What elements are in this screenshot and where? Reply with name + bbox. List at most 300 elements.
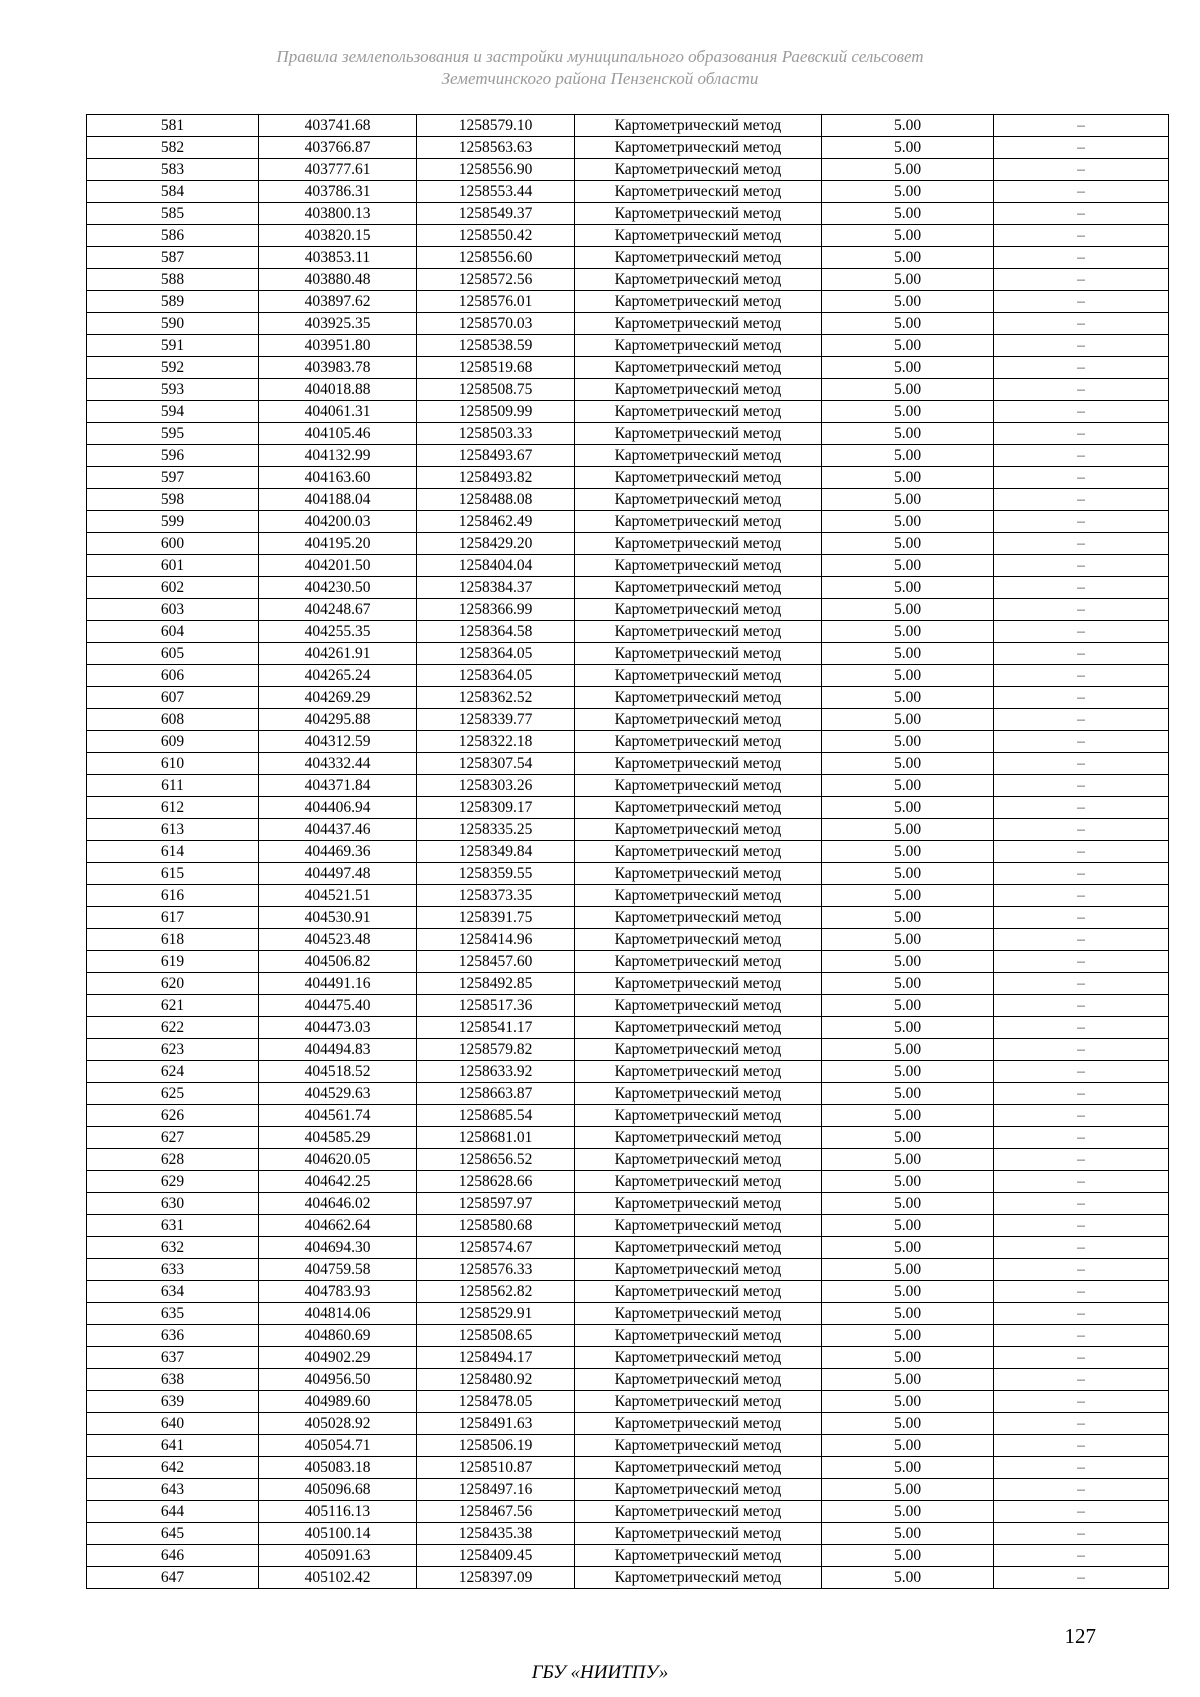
point-number-cell: 593	[87, 379, 259, 401]
point-number-cell: 631	[87, 1215, 259, 1237]
table-row	[87, 1127, 1169, 1149]
y-coordinate-cell: 1258493.67	[417, 445, 575, 467]
method-cell: Картометрический метод	[575, 731, 822, 753]
table-row	[87, 445, 1169, 467]
point-number-cell: 621	[87, 995, 259, 1017]
y-coordinate-cell: 1258488.08	[417, 489, 575, 511]
note-cell: –	[994, 1061, 1169, 1083]
point-number-cell: 625	[87, 1083, 259, 1105]
x-coordinate-cell: 404248.67	[259, 599, 417, 621]
x-coordinate-cell: 405116.13	[259, 1501, 417, 1523]
accuracy-cell: 5.00	[822, 137, 994, 159]
accuracy-cell: 5.00	[822, 291, 994, 313]
method-cell: Картометрический метод	[575, 819, 822, 841]
method-cell: Картометрический метод	[575, 709, 822, 731]
accuracy-cell: 5.00	[822, 885, 994, 907]
y-coordinate-cell: 1258570.03	[417, 313, 575, 335]
x-coordinate-cell: 404437.46	[259, 819, 417, 841]
point-number-cell: 630	[87, 1193, 259, 1215]
x-coordinate-cell: 404491.16	[259, 973, 417, 995]
point-number-cell: 606	[87, 665, 259, 687]
y-coordinate-cell: 1258579.10	[417, 115, 575, 137]
table-row	[87, 599, 1169, 621]
accuracy-cell: 5.00	[822, 1457, 994, 1479]
accuracy-cell: 5.00	[822, 1435, 994, 1457]
method-cell: Картометрический метод	[575, 1083, 822, 1105]
note-cell: –	[994, 511, 1169, 533]
point-number-cell: 642	[87, 1457, 259, 1479]
accuracy-cell: 5.00	[822, 665, 994, 687]
accuracy-cell: 5.00	[822, 1039, 994, 1061]
table-row	[87, 775, 1169, 797]
accuracy-cell: 5.00	[822, 445, 994, 467]
y-coordinate-cell: 1258508.65	[417, 1325, 575, 1347]
y-coordinate-cell: 1258562.82	[417, 1281, 575, 1303]
point-number-cell: 644	[87, 1501, 259, 1523]
table-row	[87, 1567, 1169, 1589]
point-number-cell: 584	[87, 181, 259, 203]
x-coordinate-cell: 404163.60	[259, 467, 417, 489]
table-row	[87, 247, 1169, 269]
note-cell: –	[994, 907, 1169, 929]
x-coordinate-cell: 403897.62	[259, 291, 417, 313]
method-cell: Картометрический метод	[575, 467, 822, 489]
method-cell: Картометрический метод	[575, 115, 822, 137]
method-cell: Картометрический метод	[575, 269, 822, 291]
y-coordinate-cell: 1258550.42	[417, 225, 575, 247]
accuracy-cell: 5.00	[822, 159, 994, 181]
table-row	[87, 709, 1169, 731]
x-coordinate-cell: 404195.20	[259, 533, 417, 555]
table-row	[87, 1501, 1169, 1523]
note-cell: –	[994, 863, 1169, 885]
y-coordinate-cell: 1258339.77	[417, 709, 575, 731]
point-number-cell: 588	[87, 269, 259, 291]
table-row	[87, 731, 1169, 753]
accuracy-cell: 5.00	[822, 335, 994, 357]
table-row	[87, 225, 1169, 247]
method-cell: Картометрический метод	[575, 643, 822, 665]
table-row	[87, 335, 1169, 357]
note-cell: –	[994, 1435, 1169, 1457]
method-cell: Картометрический метод	[575, 511, 822, 533]
method-cell: Картометрический метод	[575, 907, 822, 929]
table-row	[87, 1039, 1169, 1061]
table-row	[87, 511, 1169, 533]
note-cell: –	[994, 841, 1169, 863]
accuracy-cell: 5.00	[822, 1017, 994, 1039]
point-number-cell: 603	[87, 599, 259, 621]
note-cell: –	[994, 379, 1169, 401]
note-cell: –	[994, 555, 1169, 577]
y-coordinate-cell: 1258597.97	[417, 1193, 575, 1215]
method-cell: Картометрический метод	[575, 137, 822, 159]
accuracy-cell: 5.00	[822, 951, 994, 973]
x-coordinate-cell: 404494.83	[259, 1039, 417, 1061]
y-coordinate-cell: 1258685.54	[417, 1105, 575, 1127]
point-number-cell: 632	[87, 1237, 259, 1259]
table-row	[87, 313, 1169, 335]
page-number: 127	[1064, 1624, 1096, 1648]
table-row	[87, 1347, 1169, 1369]
x-coordinate-cell: 405028.92	[259, 1413, 417, 1435]
page-header	[0, 46, 1200, 90]
accuracy-cell: 5.00	[822, 1391, 994, 1413]
point-number-cell: 613	[87, 819, 259, 841]
accuracy-cell: 5.00	[822, 841, 994, 863]
y-coordinate-cell: 1258409.45	[417, 1545, 575, 1567]
table-row	[87, 401, 1169, 423]
table-row	[87, 357, 1169, 379]
point-number-cell: 594	[87, 401, 259, 423]
point-number-cell: 587	[87, 247, 259, 269]
method-cell: Картометрический метод	[575, 951, 822, 973]
y-coordinate-cell: 1258519.68	[417, 357, 575, 379]
table-row	[87, 1061, 1169, 1083]
table-row	[87, 291, 1169, 313]
y-coordinate-cell: 1258478.05	[417, 1391, 575, 1413]
note-cell: –	[994, 929, 1169, 951]
point-number-cell: 604	[87, 621, 259, 643]
accuracy-cell: 5.00	[822, 1127, 994, 1149]
accuracy-cell: 5.00	[822, 1061, 994, 1083]
accuracy-cell: 5.00	[822, 1545, 994, 1567]
table-row	[87, 577, 1169, 599]
note-cell: –	[994, 1105, 1169, 1127]
point-number-cell: 627	[87, 1127, 259, 1149]
point-number-cell: 635	[87, 1303, 259, 1325]
accuracy-cell: 5.00	[822, 1215, 994, 1237]
accuracy-cell: 5.00	[822, 203, 994, 225]
table-row	[87, 423, 1169, 445]
y-coordinate-cell: 1258503.33	[417, 423, 575, 445]
point-number-cell: 582	[87, 137, 259, 159]
accuracy-cell: 5.00	[822, 1149, 994, 1171]
note-cell: –	[994, 1391, 1169, 1413]
point-number-cell: 618	[87, 929, 259, 951]
x-coordinate-cell: 403925.35	[259, 313, 417, 335]
x-coordinate-cell: 404261.91	[259, 643, 417, 665]
table-row	[87, 379, 1169, 401]
accuracy-cell: 5.00	[822, 357, 994, 379]
y-coordinate-cell: 1258553.44	[417, 181, 575, 203]
table-row	[87, 643, 1169, 665]
method-cell: Картометрический метод	[575, 1413, 822, 1435]
note-cell: –	[994, 313, 1169, 335]
table-row	[87, 1083, 1169, 1105]
point-number-cell: 605	[87, 643, 259, 665]
y-coordinate-cell: 1258391.75	[417, 907, 575, 929]
y-coordinate-cell: 1258349.84	[417, 841, 575, 863]
point-number-cell: 623	[87, 1039, 259, 1061]
note-cell: –	[994, 665, 1169, 687]
note-cell: –	[994, 1523, 1169, 1545]
method-cell: Картометрический метод	[575, 379, 822, 401]
method-cell: Картометрический метод	[575, 489, 822, 511]
y-coordinate-cell: 1258656.52	[417, 1149, 575, 1171]
table-row	[87, 973, 1169, 995]
accuracy-cell: 5.00	[822, 753, 994, 775]
y-coordinate-cell: 1258556.90	[417, 159, 575, 181]
table-row	[87, 841, 1169, 863]
table-row	[87, 533, 1169, 555]
note-cell: –	[994, 1369, 1169, 1391]
table-row	[87, 115, 1169, 137]
point-number-cell: 591	[87, 335, 259, 357]
y-coordinate-cell: 1258681.01	[417, 1127, 575, 1149]
accuracy-cell: 5.00	[822, 225, 994, 247]
x-coordinate-cell: 404561.74	[259, 1105, 417, 1127]
table-row	[87, 819, 1169, 841]
note-cell: –	[994, 731, 1169, 753]
method-cell: Картометрический метод	[575, 863, 822, 885]
table-row	[87, 269, 1169, 291]
table-row	[87, 555, 1169, 577]
x-coordinate-cell: 404018.88	[259, 379, 417, 401]
y-coordinate-cell: 1258414.96	[417, 929, 575, 951]
method-cell: Картометрический метод	[575, 621, 822, 643]
point-number-cell: 581	[87, 115, 259, 137]
note-cell: –	[994, 401, 1169, 423]
y-coordinate-cell: 1258549.37	[417, 203, 575, 225]
accuracy-cell: 5.00	[822, 643, 994, 665]
point-number-cell: 645	[87, 1523, 259, 1545]
point-number-cell: 622	[87, 1017, 259, 1039]
table-row	[87, 1303, 1169, 1325]
accuracy-cell: 5.00	[822, 1281, 994, 1303]
point-number-cell: 614	[87, 841, 259, 863]
note-cell: –	[994, 137, 1169, 159]
point-number-cell: 629	[87, 1171, 259, 1193]
y-coordinate-cell: 1258397.09	[417, 1567, 575, 1589]
x-coordinate-cell: 404989.60	[259, 1391, 417, 1413]
y-coordinate-cell: 1258538.59	[417, 335, 575, 357]
accuracy-cell: 5.00	[822, 1303, 994, 1325]
accuracy-cell: 5.00	[822, 1193, 994, 1215]
accuracy-cell: 5.00	[822, 1325, 994, 1347]
point-number-cell: 646	[87, 1545, 259, 1567]
table-row	[87, 1237, 1169, 1259]
x-coordinate-cell: 404759.58	[259, 1259, 417, 1281]
point-number-cell: 600	[87, 533, 259, 555]
accuracy-cell: 5.00	[822, 621, 994, 643]
x-coordinate-cell: 404332.44	[259, 753, 417, 775]
table-row	[87, 687, 1169, 709]
y-coordinate-cell: 1258322.18	[417, 731, 575, 753]
note-cell: –	[994, 335, 1169, 357]
note-cell: –	[994, 1193, 1169, 1215]
method-cell: Картометрический метод	[575, 1325, 822, 1347]
x-coordinate-cell: 404662.64	[259, 1215, 417, 1237]
x-coordinate-cell: 404497.48	[259, 863, 417, 885]
x-coordinate-cell: 404523.48	[259, 929, 417, 951]
point-number-cell: 639	[87, 1391, 259, 1413]
y-coordinate-cell: 1258509.99	[417, 401, 575, 423]
point-number-cell: 628	[87, 1149, 259, 1171]
accuracy-cell: 5.00	[822, 247, 994, 269]
x-coordinate-cell: 404530.91	[259, 907, 417, 929]
method-cell: Картометрический метод	[575, 225, 822, 247]
x-coordinate-cell: 403983.78	[259, 357, 417, 379]
point-number-cell: 617	[87, 907, 259, 929]
accuracy-cell: 5.00	[822, 1105, 994, 1127]
y-coordinate-cell: 1258303.26	[417, 775, 575, 797]
x-coordinate-cell: 404371.84	[259, 775, 417, 797]
accuracy-cell: 5.00	[822, 1347, 994, 1369]
x-coordinate-cell: 405091.63	[259, 1545, 417, 1567]
x-coordinate-cell: 404860.69	[259, 1325, 417, 1347]
accuracy-cell: 5.00	[822, 467, 994, 489]
note-cell: –	[994, 423, 1169, 445]
y-coordinate-cell: 1258572.56	[417, 269, 575, 291]
x-coordinate-cell: 404783.93	[259, 1281, 417, 1303]
note-cell: –	[994, 995, 1169, 1017]
y-coordinate-cell: 1258628.66	[417, 1171, 575, 1193]
note-cell: –	[994, 159, 1169, 181]
method-cell: Картометрический метод	[575, 1149, 822, 1171]
point-number-cell: 620	[87, 973, 259, 995]
method-cell: Картометрический метод	[575, 1039, 822, 1061]
x-coordinate-cell: 403820.15	[259, 225, 417, 247]
y-coordinate-cell: 1258580.68	[417, 1215, 575, 1237]
y-coordinate-cell: 1258384.37	[417, 577, 575, 599]
table-row	[87, 1149, 1169, 1171]
x-coordinate-cell: 403766.87	[259, 137, 417, 159]
x-coordinate-cell: 403777.61	[259, 159, 417, 181]
method-cell: Картометрический метод	[575, 1105, 822, 1127]
note-cell: –	[994, 687, 1169, 709]
table-row	[87, 1457, 1169, 1479]
method-cell: Картометрический метод	[575, 423, 822, 445]
note-cell: –	[994, 1325, 1169, 1347]
method-cell: Картометрический метод	[575, 1435, 822, 1457]
note-cell: –	[994, 269, 1169, 291]
table-row	[87, 665, 1169, 687]
method-cell: Картометрический метод	[575, 599, 822, 621]
point-number-cell: 597	[87, 467, 259, 489]
accuracy-cell: 5.00	[822, 1237, 994, 1259]
note-cell: –	[994, 621, 1169, 643]
table-row	[87, 1281, 1169, 1303]
accuracy-cell: 5.00	[822, 533, 994, 555]
note-cell: –	[994, 181, 1169, 203]
point-number-cell: 595	[87, 423, 259, 445]
table-row	[87, 995, 1169, 1017]
table-row	[87, 489, 1169, 511]
y-coordinate-cell: 1258491.63	[417, 1413, 575, 1435]
method-cell: Картометрический метод	[575, 885, 822, 907]
accuracy-cell: 5.00	[822, 423, 994, 445]
x-coordinate-cell: 405096.68	[259, 1479, 417, 1501]
y-coordinate-cell: 1258404.04	[417, 555, 575, 577]
note-cell: –	[994, 885, 1169, 907]
point-number-cell: 607	[87, 687, 259, 709]
y-coordinate-cell: 1258529.91	[417, 1303, 575, 1325]
y-coordinate-cell: 1258429.20	[417, 533, 575, 555]
method-cell: Картометрический метод	[575, 555, 822, 577]
y-coordinate-cell: 1258517.36	[417, 995, 575, 1017]
note-cell: –	[994, 973, 1169, 995]
accuracy-cell: 5.00	[822, 1413, 994, 1435]
y-coordinate-cell: 1258563.63	[417, 137, 575, 159]
method-cell: Картометрический метод	[575, 1545, 822, 1567]
y-coordinate-cell: 1258362.52	[417, 687, 575, 709]
point-number-cell: 637	[87, 1347, 259, 1369]
x-coordinate-cell: 405100.14	[259, 1523, 417, 1545]
accuracy-cell: 5.00	[822, 1259, 994, 1281]
table-row	[87, 137, 1169, 159]
point-number-cell: 636	[87, 1325, 259, 1347]
point-number-cell: 610	[87, 753, 259, 775]
note-cell: –	[994, 1501, 1169, 1523]
accuracy-cell: 5.00	[822, 115, 994, 137]
note-cell: –	[994, 1567, 1169, 1589]
y-coordinate-cell: 1258435.38	[417, 1523, 575, 1545]
note-cell: –	[994, 1215, 1169, 1237]
y-coordinate-cell: 1258633.92	[417, 1061, 575, 1083]
method-cell: Картометрический метод	[575, 1215, 822, 1237]
point-number-cell: 596	[87, 445, 259, 467]
method-cell: Картометрический метод	[575, 1369, 822, 1391]
accuracy-cell: 5.00	[822, 577, 994, 599]
method-cell: Картометрический метод	[575, 1303, 822, 1325]
table-row	[87, 203, 1169, 225]
note-cell: –	[994, 1127, 1169, 1149]
table-row	[87, 863, 1169, 885]
note-cell: –	[994, 1017, 1169, 1039]
y-coordinate-cell: 1258366.99	[417, 599, 575, 621]
accuracy-cell: 5.00	[822, 863, 994, 885]
method-cell: Картометрический метод	[575, 1347, 822, 1369]
point-number-cell: 615	[87, 863, 259, 885]
method-cell: Картометрический метод	[575, 313, 822, 335]
note-cell: –	[994, 643, 1169, 665]
x-coordinate-cell: 404469.36	[259, 841, 417, 863]
note-cell: –	[994, 1281, 1169, 1303]
note-cell: –	[994, 1545, 1169, 1567]
table-row	[87, 1523, 1169, 1545]
x-coordinate-cell: 404295.88	[259, 709, 417, 731]
x-coordinate-cell: 404230.50	[259, 577, 417, 599]
x-coordinate-cell: 403853.11	[259, 247, 417, 269]
note-cell: –	[994, 1479, 1169, 1501]
point-number-cell: 585	[87, 203, 259, 225]
note-cell: –	[994, 489, 1169, 511]
method-cell: Картометрический метод	[575, 1127, 822, 1149]
x-coordinate-cell: 404201.50	[259, 555, 417, 577]
method-cell: Картометрический метод	[575, 995, 822, 1017]
x-coordinate-cell: 403786.31	[259, 181, 417, 203]
y-coordinate-cell: 1258492.85	[417, 973, 575, 995]
table-row	[87, 1479, 1169, 1501]
method-cell: Картометрический метод	[575, 1523, 822, 1545]
x-coordinate-cell: 404902.29	[259, 1347, 417, 1369]
method-cell: Картометрический метод	[575, 533, 822, 555]
table-row	[87, 159, 1169, 181]
note-cell: –	[994, 819, 1169, 841]
x-coordinate-cell: 404694.30	[259, 1237, 417, 1259]
table-row	[87, 1369, 1169, 1391]
accuracy-cell: 5.00	[822, 709, 994, 731]
y-coordinate-cell: 1258576.33	[417, 1259, 575, 1281]
x-coordinate-cell: 404646.02	[259, 1193, 417, 1215]
accuracy-cell: 5.00	[822, 379, 994, 401]
y-coordinate-cell: 1258359.55	[417, 863, 575, 885]
y-coordinate-cell: 1258497.16	[417, 1479, 575, 1501]
method-cell: Картометрический метод	[575, 203, 822, 225]
accuracy-cell: 5.00	[822, 1369, 994, 1391]
note-cell: –	[994, 445, 1169, 467]
